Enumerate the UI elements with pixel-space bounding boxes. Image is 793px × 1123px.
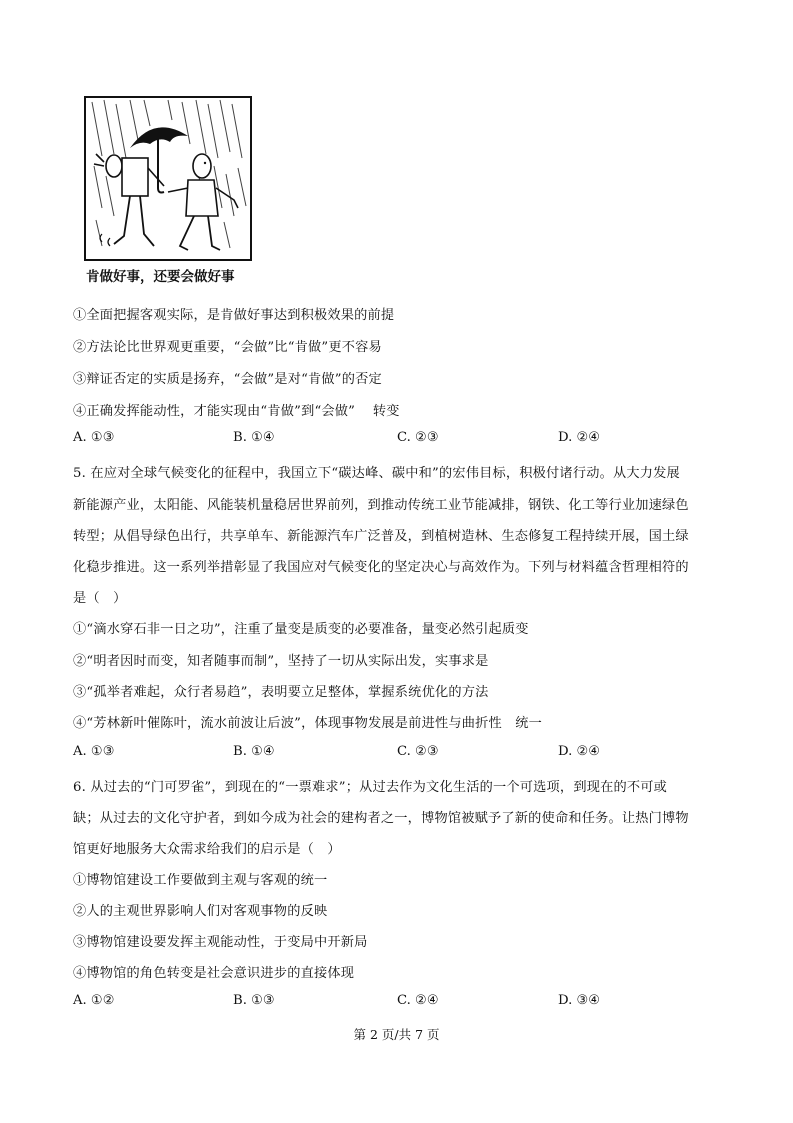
q6-option-b[interactable]: B. ①③ — [233, 993, 275, 1008]
q6-option-a[interactable]: A. ①② — [73, 993, 115, 1008]
q4-item-3: ③辩证否定的实质是扬弃，“会做”是对“肯做”的否定 — [73, 372, 382, 387]
q5-item-3: ③“孤举者难起，众行者易趋”，表明要立足整体，掌握系统优化的方法 — [73, 685, 489, 700]
q6-item-3: ③博物馆建设要发挥主观能动性，于变局中开新局 — [73, 935, 368, 950]
q4-item-1: ①全面把握客观实际，是肯做好事达到积极效果的前提 — [73, 308, 395, 323]
q6-option-d[interactable]: D. ③④ — [558, 993, 601, 1008]
q6-stem-line-2: 缺；从过去的文化守护者，到如今成为社会的建构者之一，博物馆被赋予了新的使命和任务。让热门博物 — [73, 811, 689, 826]
q6-option-c[interactable]: C. ②④ — [397, 993, 439, 1008]
q4-option-b[interactable]: B. ①④ — [233, 430, 275, 445]
q5-item-2: ②“明者因时而变，知者随事而制”，坚持了一切从实际出发，实事求是 — [73, 654, 489, 669]
q6-stem-line-1: 6. 从过去的“门可罗雀”，到现在的“一票难求”；从过去作为文化生活的一个可选项，到现在的不可或 — [73, 780, 668, 795]
q5-option-b[interactable]: B. ①④ — [233, 744, 275, 759]
q5-option-c[interactable]: C. ②③ — [397, 744, 439, 759]
q6-stem-line-3: 馆更好地服务大众需求给我们的启示是（ ） — [73, 842, 341, 857]
q5-stem-line-3: 转型；从倡导绿色出行，共享单车、新能源汽车广泛普及，到植树造林、生态修复工程持续开展，国土绿 — [73, 529, 689, 544]
q4-option-a[interactable]: A. ①③ — [73, 430, 115, 445]
q5-option-a[interactable]: A. ①③ — [73, 744, 115, 759]
rain-umbrella-cartoon — [84, 96, 252, 261]
page-number: 第 2 页/共 7 页 — [353, 1027, 440, 1042]
q5-stem-line-5: 是（ ） — [73, 591, 127, 606]
q5-item-4: ④“芳林新叶催陈叶，流水前波让后波”，体现事物发展是前进性与曲折性 统一 — [73, 716, 543, 731]
q5-item-1: ①“滴水穿石非一日之功”，注重了量变是质变的必要准备，量变必然引起质变 — [73, 622, 529, 637]
q5-option-d[interactable]: D. ②④ — [558, 744, 601, 759]
q4-option-d[interactable]: D. ②④ — [558, 430, 601, 445]
q4-item-4: ④正确发挥能动性，才能实现由“肯做”到“会做” 转变 — [73, 404, 400, 419]
q6-item-2: ②人的主观世界影响人们对客观事物的反映 — [73, 904, 328, 919]
q6-item-4: ④博物馆的角色转变是社会意识进步的直接体现 — [73, 966, 355, 981]
cartoon-illustration — [84, 96, 252, 261]
q6-item-1: ①博物馆建设工作要做到主观与客观的统一 — [73, 873, 328, 888]
q5-stem-line-1: 5. 在应对全球气候变化的征程中，我国立下“碳达峰、碳中和”的宏伟目标，积极付诸行动。从大力发展 — [73, 466, 680, 481]
q4-item-2: ②方法论比世界观更重要，“会做”比“肯做”更不容易 — [73, 340, 382, 355]
q5-stem-line-4: 化稳步推进。这一系列举措彰显了我国应对气候变化的坚定决心与高效作为。下列与材料蕴含哲理相符的 — [73, 560, 689, 575]
cartoon-caption: 肯做好事，还要会做好事 — [86, 269, 235, 285]
q5-stem-line-2: 新能源产业，太阳能、风能装机量稳居世界前列，到推动传统工业节能减排，钢铁、化工等行业加速绿色 — [73, 498, 689, 513]
q4-option-c[interactable]: C. ②③ — [397, 430, 439, 445]
